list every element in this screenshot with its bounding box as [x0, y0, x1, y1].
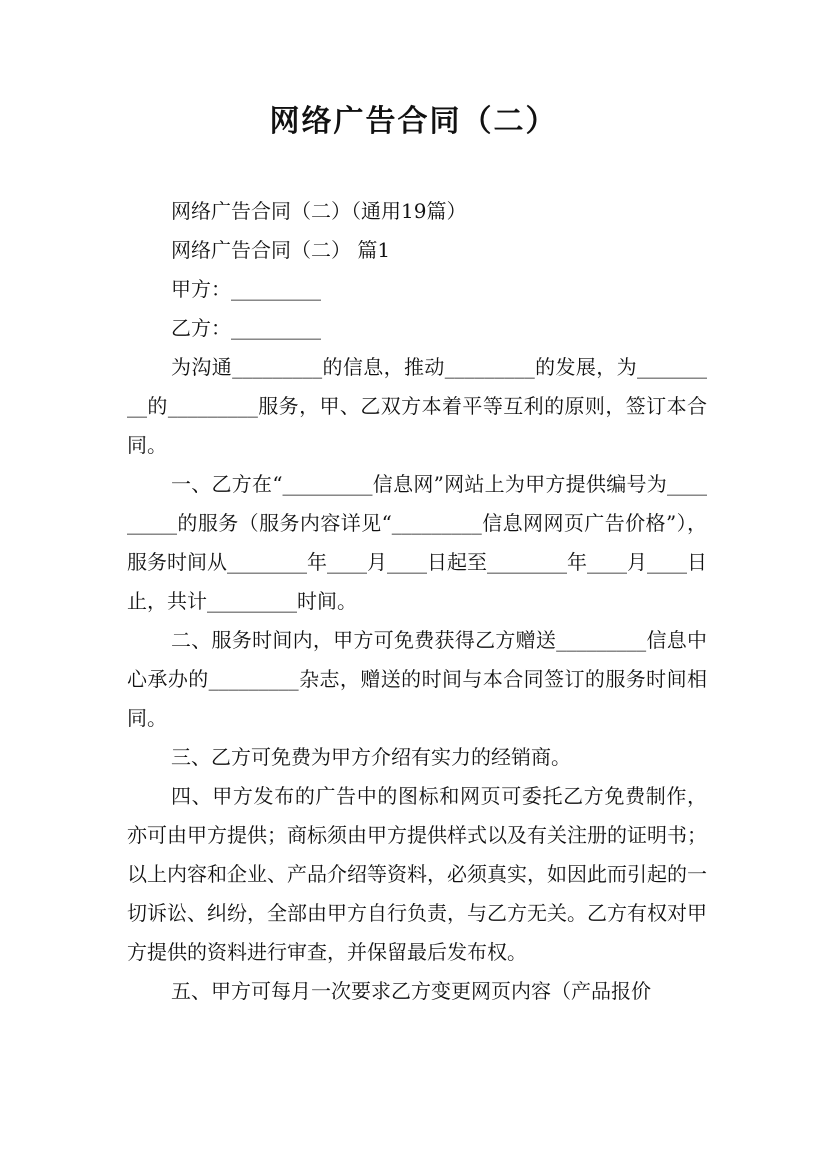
paragraph-clause-3: 三、乙方可免费为甲方介绍有实力的经销商。: [171, 745, 571, 769]
document-body: [127, 192, 707, 1011]
document-title: 网络广告合同（二）: [269, 104, 558, 139]
paragraph-clause-5: 五、甲方可每月一次要求乙方变更网页内容（产品报价: [171, 979, 651, 1003]
paragraph-section-heading: 网络广告合同（二） 篇1: [171, 238, 391, 262]
paragraph-clause-2: 二、服务时间内，甲方可免费获得乙方赠送_________信息中心承办的_________杂志，赠送的时间与本合同签订的服务时间相同。: [127, 628, 707, 730]
paragraph-preamble: 为沟通_________的信息，推动_________的发展，为_________的_________服务，甲、乙双方本着平等互利的原则，签订本合同。: [127, 355, 707, 457]
paragraph-subtitle: 网络广告合同（二）（通用19篇）: [171, 199, 467, 223]
paragraph-party-a: 甲方：_________: [171, 277, 321, 301]
paragraph-clause-4: 四、甲方发布的广告中的图标和网页可委托乙方免费制作，亦可由甲方提供；商标须由甲方提供样式以及有关注册的证明书；以上内容和企业、产品介绍等资料，必须真实，如因此而引起的一切诉讼、纠纷，全部由甲方自行负责，与乙方无关。乙方有权对甲方提供的资料进行审查，并保留最后发布权。: [127, 784, 707, 964]
paragraph-clause-1: 一、乙方在“_________信息网”网站上为甲方提供编号为_________的服务（服务内容详见“_________信息网网页广告价格”），服务时间从________年____月____日起至________年____月____日止，共计_________时间。: [127, 472, 707, 613]
paragraph-party-b: 乙方：_________: [171, 316, 321, 340]
